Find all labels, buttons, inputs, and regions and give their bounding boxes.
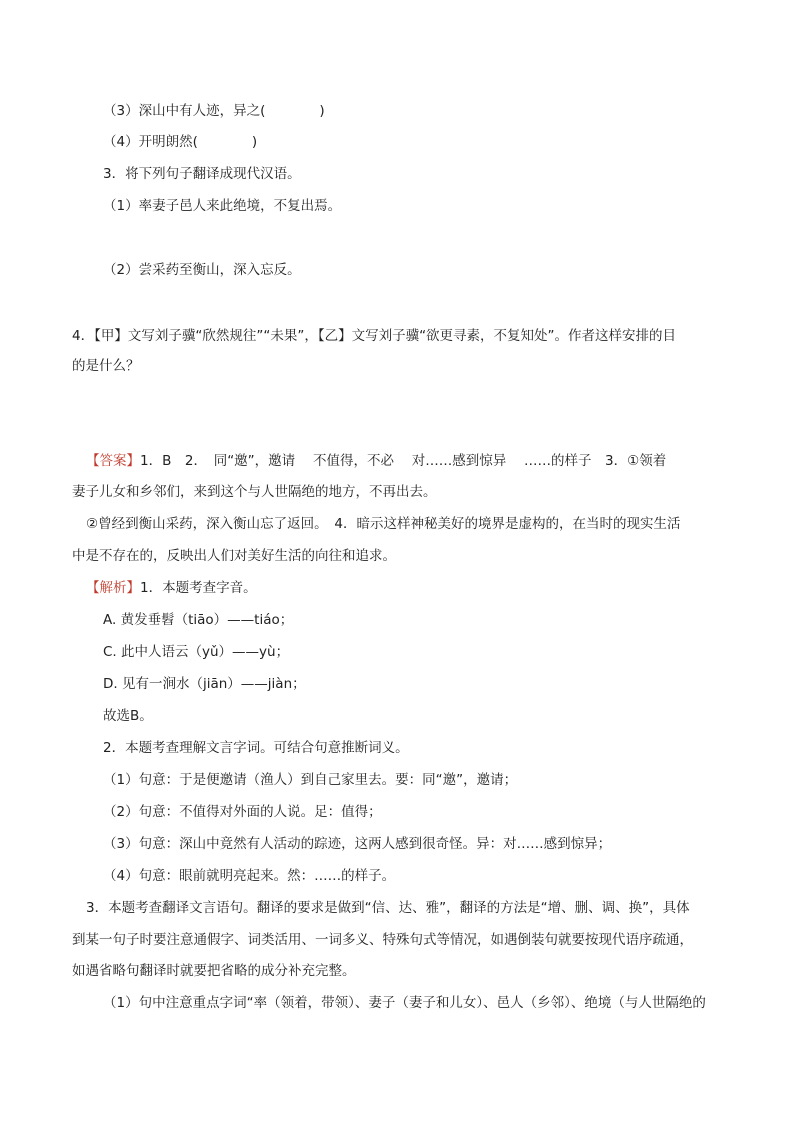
question-3-title: 3．将下列句子翻译成现代汉语。 [103,166,301,182]
question-2-item-4: （4）开明朗然( ) [103,134,258,150]
question-3-item-2: （2）尝采药至衡山，深入忘反。 [103,262,301,278]
analysis-option-d: D. 见有一涧水（jiān）——jiàn； [103,676,306,692]
analysis-part-2: 2．本题考查理解文言字词。可结合句意推断词义。 [103,740,409,756]
analysis-part-2-item-1: （1）句意：于是便邀请（渔人）到自己家里去。要：同“邀”，邀请； [103,772,518,788]
analysis-part-3-line-3: 如遇省略句翻译时就要把省略的成分补充完整。 [72,963,356,979]
analysis-part-3-line-2: 到某一句子时要注意通假字、词类活用、一词多义、特殊句式等情况，如遇倒装句就要按现代语序疏通， [72,932,693,948]
analysis-line-1 [86,578,746,598]
analysis-option-c: C. 此中人语云（yǔ）——yù； [103,644,290,660]
analysis-label: 【解析】 [86,580,140,596]
answer-line-4: 中是不存在的，反映出人们对美好生活的向往和追求。 [72,548,396,564]
question-2-item-3: （3）深山中有人迹，异之( ) [103,103,325,119]
analysis-part-2-item-2: （2）句意：不值得对外面的人说。足：值得； [103,804,382,820]
analysis-line-1-text: 1．本题考查字音。 [140,580,257,596]
question-3-item-1: （1）率妻子邑人来此绝境，不复出焉。 [103,198,342,214]
analysis-part-2-item-3: （3）句意：深山中竟然有人活动的踪迹，这两人感到很奇怪。异：对……感到惊异； [103,836,612,852]
question-4-line-1: 4．【甲】文写刘子骥“欣然规往”“未果”，【乙】文写刘子骥“欲更寻素，不复知处”。作者这样安排的目 [72,328,677,344]
analysis-part-3-item-1: （1）句中注意重点字词“率（领着，带领）、妻子（妻子和儿女）、邑人（乡邻）、绝境（与人世隔绝的 [103,995,706,1011]
answer-label: 【答案】 [86,453,140,469]
analysis-conclusion: 故选B。 [103,708,153,724]
answer-line-3: ②曾经到衡山采药，深入衡山忘了返回。 4．暗示这样神秘美好的境界是虚构的，在当时的现实生活 [86,516,681,532]
analysis-part-3-line-1: 3．本题考查翻译文言语句。翻译的要求是做到“信、达、雅”，翻译的方法是“增、删、调、换”，具体 [86,900,690,916]
answer-line-1 [86,451,746,471]
answer-line-2: 妻子儿女和乡邻们，来到这个与人世隔绝的地方，不再出去。 [72,484,437,500]
analysis-part-2-item-4: （4）句意：眼前就明亮起来。然：……的样子。 [103,868,396,884]
question-4-line-2: 的是什么？ [72,358,140,374]
answer-line-1-text: 1．B 2． 同“邀”，邀请 不值得，不必 对……感到惊异 ……的样子 3．①领着 [140,453,667,469]
analysis-option-a: A. 黄发垂髫（tiāo）——tiáo； [103,612,294,628]
